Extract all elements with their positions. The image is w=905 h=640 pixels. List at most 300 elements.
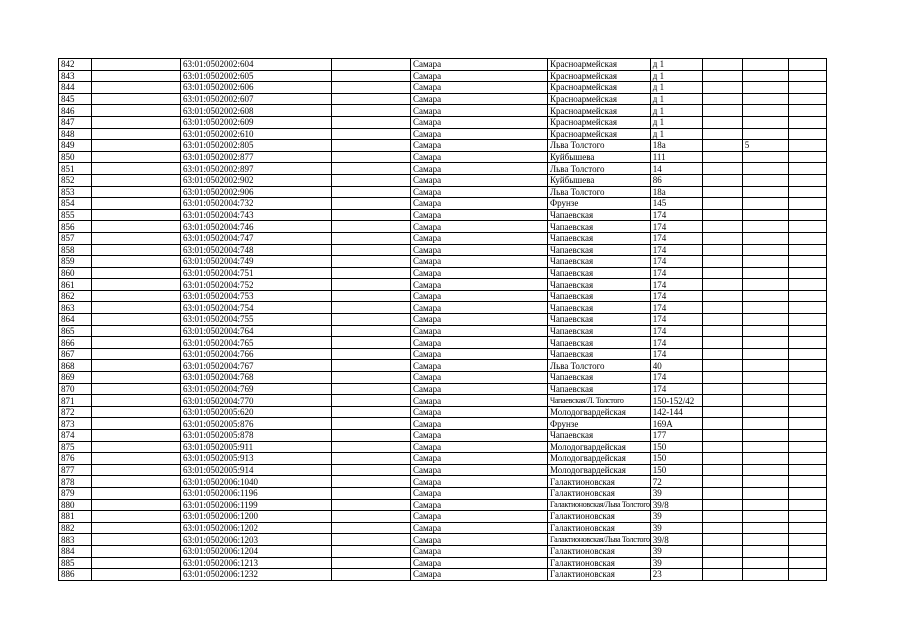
house-number-cell: 150 — [650, 464, 702, 476]
row-number-cell: 868 — [59, 360, 92, 372]
extra-value-cell — [742, 441, 788, 453]
house-number-cell: 39 — [650, 487, 702, 499]
empty-cell-cell — [332, 59, 411, 71]
empty-cell-cell — [702, 418, 742, 430]
city-cell: Самара — [411, 487, 548, 499]
city-cell: Самара — [411, 163, 548, 175]
table-row — [59, 476, 827, 488]
street-cell: Чапаевская — [548, 325, 651, 337]
empty-cell-cell — [702, 499, 742, 511]
row-number-cell: 847 — [59, 116, 92, 128]
empty-cell-cell — [702, 395, 742, 407]
empty-cell-cell — [332, 511, 411, 523]
table-row — [59, 534, 827, 546]
empty-cell-cell — [332, 453, 411, 465]
extra-value-cell — [742, 128, 788, 140]
empty-cell-cell — [92, 59, 181, 71]
row-number-cell: 858 — [59, 244, 92, 256]
street-cell: Галактионовская/Льва Толстого — [548, 534, 651, 546]
empty-cell-cell — [332, 372, 411, 384]
street-cell: Галактионовская — [548, 522, 651, 534]
house-number-cell: 39 — [650, 545, 702, 557]
cadastral-number-cell: 63:01:0502006:1202 — [181, 522, 332, 534]
city-cell: Самара — [411, 128, 548, 140]
empty-cell-cell — [92, 325, 181, 337]
city-cell: Самара — [411, 476, 548, 488]
empty-cell-cell — [702, 476, 742, 488]
street-cell: Чапаевская — [548, 232, 651, 244]
empty-cell-cell — [332, 314, 411, 326]
empty-cell-cell — [702, 267, 742, 279]
table-row — [59, 372, 827, 384]
cadastral-number-cell: 63:01:0502004:747 — [181, 232, 332, 244]
empty-cell-cell — [788, 221, 826, 233]
empty-cell-cell — [788, 59, 826, 71]
empty-cell-cell — [788, 383, 826, 395]
empty-cell-cell — [92, 372, 181, 384]
empty-cell-cell — [702, 464, 742, 476]
empty-cell-cell — [702, 290, 742, 302]
row-number-cell: 867 — [59, 348, 92, 360]
table-row — [59, 499, 827, 511]
table-row — [59, 441, 827, 453]
city-cell: Самара — [411, 569, 548, 581]
table-row — [59, 105, 827, 117]
empty-cell-cell — [92, 348, 181, 360]
extra-value-cell — [742, 348, 788, 360]
empty-cell-cell — [788, 418, 826, 430]
empty-cell-cell — [788, 151, 826, 163]
empty-cell-cell — [332, 290, 411, 302]
city-cell: Самара — [411, 232, 548, 244]
city-cell: Самара — [411, 105, 548, 117]
house-number-cell: 174 — [650, 314, 702, 326]
table-row — [59, 511, 827, 523]
house-number-cell: 150 — [650, 441, 702, 453]
extra-value-cell — [742, 232, 788, 244]
street-cell: Молодогвардейская — [548, 441, 651, 453]
extra-value-cell — [742, 453, 788, 465]
street-cell: Красноармейская — [548, 70, 651, 82]
city-cell: Самара — [411, 290, 548, 302]
row-number-cell: 846 — [59, 105, 92, 117]
extra-value-cell — [742, 487, 788, 499]
empty-cell-cell — [92, 244, 181, 256]
empty-cell-cell — [332, 82, 411, 94]
extra-value-cell — [742, 406, 788, 418]
cadastral-number-cell: 63:01:0502002:608 — [181, 105, 332, 117]
empty-cell-cell — [332, 221, 411, 233]
cadastral-number-cell: 63:01:0502004:746 — [181, 221, 332, 233]
empty-cell-cell — [332, 441, 411, 453]
city-cell: Самара — [411, 209, 548, 221]
table-row — [59, 174, 827, 186]
empty-cell-cell — [332, 105, 411, 117]
street-cell: Галактионовская — [548, 569, 651, 581]
empty-cell-cell — [332, 557, 411, 569]
house-number-cell: 39 — [650, 557, 702, 569]
row-number-cell: 845 — [59, 93, 92, 105]
city-cell: Самара — [411, 174, 548, 186]
empty-cell-cell — [92, 545, 181, 557]
row-number-cell: 843 — [59, 70, 92, 82]
table-row — [59, 151, 827, 163]
empty-cell-cell — [788, 186, 826, 198]
row-number-cell: 879 — [59, 487, 92, 499]
street-cell: Галактионовская/Льва Толстого — [548, 499, 651, 511]
street-cell: Куйбышева — [548, 174, 651, 186]
row-number-cell: 842 — [59, 59, 92, 71]
cadastral-number-cell: 63:01:0502005:913 — [181, 453, 332, 465]
house-number-cell: 40 — [650, 360, 702, 372]
house-number-cell: 174 — [650, 279, 702, 291]
house-number-cell: 39 — [650, 511, 702, 523]
cadastral-number-cell: 63:01:0502004:748 — [181, 244, 332, 256]
table-row — [59, 290, 827, 302]
empty-cell-cell — [92, 82, 181, 94]
table-row — [59, 279, 827, 291]
row-number-cell: 877 — [59, 464, 92, 476]
empty-cell-cell — [92, 383, 181, 395]
house-number-cell: д 1 — [650, 70, 702, 82]
extra-value-cell — [742, 314, 788, 326]
cadastral-number-cell: 63:01:0502004:743 — [181, 209, 332, 221]
table-row — [59, 302, 827, 314]
empty-cell-cell — [332, 476, 411, 488]
cadastral-number-cell: 63:01:0502004:769 — [181, 383, 332, 395]
empty-cell-cell — [332, 209, 411, 221]
extra-value-cell — [742, 209, 788, 221]
table-row — [59, 557, 827, 569]
house-number-cell: 23 — [650, 569, 702, 581]
empty-cell-cell — [92, 302, 181, 314]
house-number-cell: 111 — [650, 151, 702, 163]
empty-cell-cell — [702, 59, 742, 71]
street-cell: Галактионовская — [548, 487, 651, 499]
street-cell: Фрунзе — [548, 198, 651, 210]
table-row — [59, 545, 827, 557]
empty-cell-cell — [92, 522, 181, 534]
empty-cell-cell — [92, 314, 181, 326]
empty-cell-cell — [702, 221, 742, 233]
cadastral-number-cell: 63:01:0502004:768 — [181, 372, 332, 384]
empty-cell-cell — [702, 487, 742, 499]
empty-cell-cell — [788, 209, 826, 221]
empty-cell-cell — [702, 372, 742, 384]
extra-value-cell — [742, 395, 788, 407]
street-cell: Красноармейская — [548, 82, 651, 94]
extra-value-cell — [742, 70, 788, 82]
extra-value-cell — [742, 221, 788, 233]
city-cell: Самара — [411, 557, 548, 569]
empty-cell-cell — [92, 487, 181, 499]
empty-cell-cell — [92, 209, 181, 221]
empty-cell-cell — [702, 453, 742, 465]
street-cell: Льва Толстого — [548, 186, 651, 198]
row-number-cell: 866 — [59, 337, 92, 349]
city-cell: Самара — [411, 522, 548, 534]
empty-cell-cell — [332, 302, 411, 314]
row-number-cell: 853 — [59, 186, 92, 198]
extra-value-cell — [742, 82, 788, 94]
empty-cell-cell — [788, 348, 826, 360]
empty-cell-cell — [788, 534, 826, 546]
city-cell: Самара — [411, 93, 548, 105]
table-row — [59, 186, 827, 198]
empty-cell-cell — [92, 534, 181, 546]
row-number-cell: 857 — [59, 232, 92, 244]
extra-value-cell — [742, 59, 788, 71]
row-number-cell: 852 — [59, 174, 92, 186]
extra-value-cell — [742, 116, 788, 128]
table-row — [59, 244, 827, 256]
empty-cell-cell — [702, 511, 742, 523]
cadastral-number-cell: 63:01:0502006:1204 — [181, 545, 332, 557]
cadastral-number-cell: 63:01:0502006:1232 — [181, 569, 332, 581]
empty-cell-cell — [92, 232, 181, 244]
empty-cell-cell — [332, 348, 411, 360]
extra-value-cell: 5 — [742, 140, 788, 152]
empty-cell-cell — [702, 82, 742, 94]
records-table — [58, 58, 827, 581]
city-cell: Самара — [411, 406, 548, 418]
extra-value-cell — [742, 499, 788, 511]
row-number-cell: 851 — [59, 163, 92, 175]
cadastral-number-cell: 63:01:0502004:764 — [181, 325, 332, 337]
row-number-cell: 862 — [59, 290, 92, 302]
city-cell: Самара — [411, 337, 548, 349]
empty-cell-cell — [702, 325, 742, 337]
cadastral-number-cell: 63:01:0502002:805 — [181, 140, 332, 152]
table-row — [59, 198, 827, 210]
empty-cell-cell — [788, 93, 826, 105]
cadastral-number-cell: 63:01:0502006:1200 — [181, 511, 332, 523]
empty-cell-cell — [92, 464, 181, 476]
empty-cell-cell — [92, 476, 181, 488]
empty-cell-cell — [332, 464, 411, 476]
house-number-cell: 174 — [650, 372, 702, 384]
street-cell: Красноармейская — [548, 116, 651, 128]
empty-cell-cell — [332, 534, 411, 546]
extra-value-cell — [742, 279, 788, 291]
city-cell: Самара — [411, 325, 548, 337]
table-body — [59, 59, 827, 581]
street-cell: Красноармейская — [548, 93, 651, 105]
empty-cell-cell — [788, 174, 826, 186]
city-cell: Самара — [411, 395, 548, 407]
empty-cell-cell — [332, 267, 411, 279]
cadastral-number-cell: 63:01:0502004:767 — [181, 360, 332, 372]
row-number-cell: 865 — [59, 325, 92, 337]
extra-value-cell — [742, 418, 788, 430]
empty-cell-cell — [92, 569, 181, 581]
house-number-cell: 39 — [650, 522, 702, 534]
row-number-cell: 864 — [59, 314, 92, 326]
empty-cell-cell — [92, 267, 181, 279]
row-number-cell: 884 — [59, 545, 92, 557]
extra-value-cell — [742, 151, 788, 163]
extra-value-cell — [742, 372, 788, 384]
city-cell: Самара — [411, 499, 548, 511]
row-number-cell: 871 — [59, 395, 92, 407]
empty-cell-cell — [92, 557, 181, 569]
empty-cell-cell — [332, 406, 411, 418]
empty-cell-cell — [788, 198, 826, 210]
table-row — [59, 314, 827, 326]
empty-cell-cell — [332, 337, 411, 349]
empty-cell-cell — [702, 140, 742, 152]
house-number-cell: 174 — [650, 256, 702, 268]
street-cell: Чапаевская/Л. Толстого — [548, 395, 651, 407]
house-number-cell: 174 — [650, 267, 702, 279]
house-number-cell: 150 — [650, 453, 702, 465]
cadastral-number-cell: 63:01:0502006:1213 — [181, 557, 332, 569]
house-number-cell: 169А — [650, 418, 702, 430]
street-cell: Чапаевская — [548, 244, 651, 256]
empty-cell-cell — [702, 151, 742, 163]
empty-cell-cell — [788, 545, 826, 557]
empty-cell-cell — [92, 406, 181, 418]
street-cell: Льва Толстого — [548, 360, 651, 372]
house-number-cell: 150-152/42 — [650, 395, 702, 407]
empty-cell-cell — [702, 128, 742, 140]
street-cell: Галактионовская — [548, 511, 651, 523]
city-cell: Самара — [411, 151, 548, 163]
cadastral-number-cell: 63:01:0502004:754 — [181, 302, 332, 314]
cadastral-number-cell: 63:01:0502005:911 — [181, 441, 332, 453]
table-row — [59, 406, 827, 418]
cadastral-number-cell: 63:01:0502002:606 — [181, 82, 332, 94]
extra-value-cell — [742, 302, 788, 314]
empty-cell-cell — [92, 499, 181, 511]
city-cell: Самара — [411, 267, 548, 279]
street-cell: Чапаевская — [548, 337, 651, 349]
empty-cell-cell — [92, 128, 181, 140]
cadastral-number-cell: 63:01:0502004:753 — [181, 290, 332, 302]
house-number-cell: 86 — [650, 174, 702, 186]
table-row — [59, 430, 827, 442]
cadastral-number-cell: 63:01:0502002:906 — [181, 186, 332, 198]
empty-cell-cell — [332, 487, 411, 499]
row-number-cell: 878 — [59, 476, 92, 488]
empty-cell-cell — [702, 430, 742, 442]
house-number-cell: 145 — [650, 198, 702, 210]
street-cell: Галактионовская — [548, 545, 651, 557]
empty-cell-cell — [788, 256, 826, 268]
empty-cell-cell — [92, 430, 181, 442]
street-cell: Красноармейская — [548, 59, 651, 71]
empty-cell-cell — [702, 174, 742, 186]
extra-value-cell — [742, 464, 788, 476]
cadastral-number-cell: 63:01:0502005:878 — [181, 430, 332, 442]
extra-value-cell — [742, 476, 788, 488]
empty-cell-cell — [332, 430, 411, 442]
cadastral-number-cell: 63:01:0502002:897 — [181, 163, 332, 175]
empty-cell-cell — [92, 93, 181, 105]
table-row — [59, 325, 827, 337]
table-row — [59, 82, 827, 94]
empty-cell-cell — [92, 198, 181, 210]
empty-cell-cell — [702, 406, 742, 418]
cadastral-number-cell: 63:01:0502005:914 — [181, 464, 332, 476]
empty-cell-cell — [702, 70, 742, 82]
house-number-cell: 174 — [650, 325, 702, 337]
house-number-cell: д 1 — [650, 105, 702, 117]
table-row — [59, 360, 827, 372]
cadastral-number-cell: 63:01:0502004:770 — [181, 395, 332, 407]
extra-value-cell — [742, 198, 788, 210]
house-number-cell: д 1 — [650, 128, 702, 140]
empty-cell-cell — [788, 337, 826, 349]
row-number-cell: 861 — [59, 279, 92, 291]
empty-cell-cell — [702, 337, 742, 349]
city-cell: Самара — [411, 82, 548, 94]
empty-cell-cell — [332, 163, 411, 175]
empty-cell-cell — [332, 244, 411, 256]
city-cell: Самара — [411, 221, 548, 233]
house-number-cell: д 1 — [650, 116, 702, 128]
empty-cell-cell — [92, 511, 181, 523]
extra-value-cell — [742, 244, 788, 256]
empty-cell-cell — [788, 406, 826, 418]
empty-cell-cell — [788, 267, 826, 279]
city-cell: Самара — [411, 314, 548, 326]
table-row — [59, 267, 827, 279]
empty-cell-cell — [92, 290, 181, 302]
empty-cell-cell — [332, 186, 411, 198]
empty-cell-cell — [788, 372, 826, 384]
empty-cell-cell — [702, 209, 742, 221]
house-number-cell: 174 — [650, 337, 702, 349]
street-cell: Чапаевская — [548, 302, 651, 314]
row-number-cell: 844 — [59, 82, 92, 94]
row-number-cell: 869 — [59, 372, 92, 384]
street-cell: Чапаевская — [548, 256, 651, 268]
city-cell: Самара — [411, 348, 548, 360]
empty-cell-cell — [788, 395, 826, 407]
empty-cell-cell — [788, 140, 826, 152]
empty-cell-cell — [702, 314, 742, 326]
cadastral-number-cell: 63:01:0502004:749 — [181, 256, 332, 268]
table-row — [59, 453, 827, 465]
empty-cell-cell — [702, 244, 742, 256]
empty-cell-cell — [788, 464, 826, 476]
house-number-cell: 174 — [650, 209, 702, 221]
city-cell: Самара — [411, 534, 548, 546]
row-number-cell: 873 — [59, 418, 92, 430]
city-cell: Самара — [411, 59, 548, 71]
table-row — [59, 487, 827, 499]
street-cell: Чапаевская — [548, 290, 651, 302]
street-cell: Чапаевская — [548, 209, 651, 221]
city-cell: Самара — [411, 418, 548, 430]
cadastral-number-cell: 63:01:0502002:609 — [181, 116, 332, 128]
empty-cell-cell — [788, 302, 826, 314]
empty-cell-cell — [788, 105, 826, 117]
extra-value-cell — [742, 383, 788, 395]
row-number-cell: 876 — [59, 453, 92, 465]
empty-cell-cell — [92, 418, 181, 430]
empty-cell-cell — [788, 499, 826, 511]
house-number-cell: 177 — [650, 430, 702, 442]
cadastral-number-cell: 63:01:0502004:752 — [181, 279, 332, 291]
city-cell: Самара — [411, 70, 548, 82]
city-cell: Самара — [411, 360, 548, 372]
row-number-cell: 854 — [59, 198, 92, 210]
empty-cell-cell — [92, 70, 181, 82]
extra-value-cell — [742, 186, 788, 198]
empty-cell-cell — [332, 128, 411, 140]
